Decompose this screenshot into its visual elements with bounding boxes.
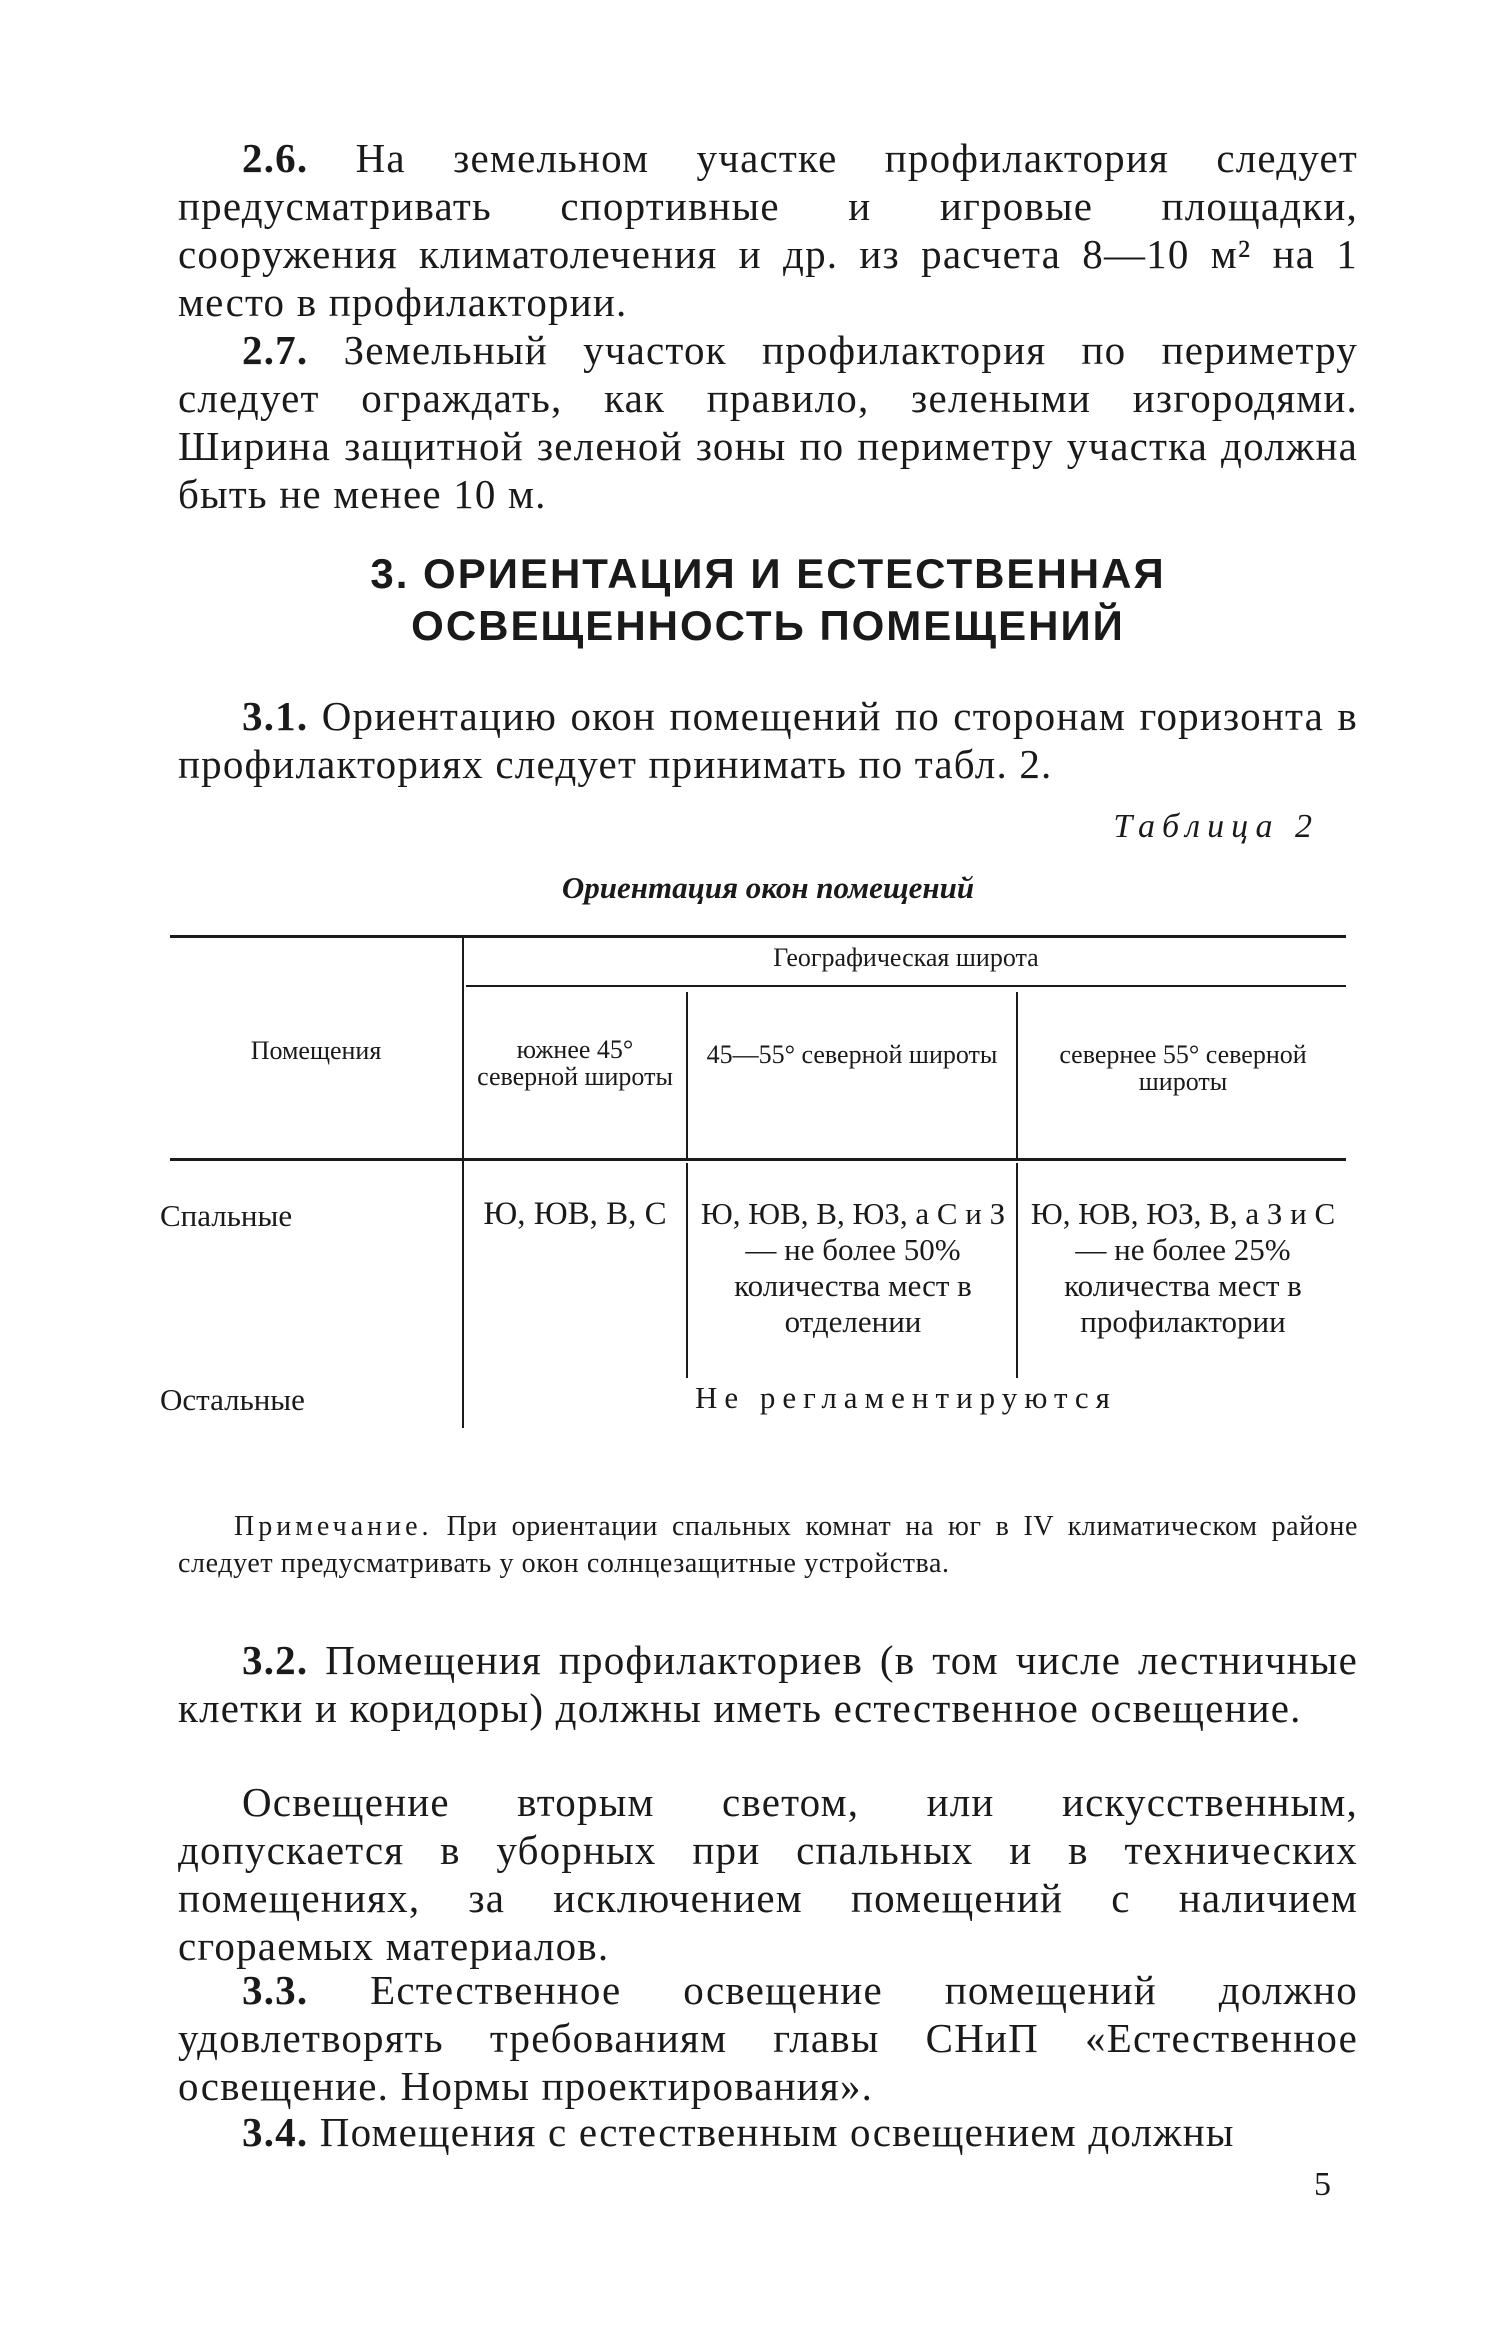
paragraph-2-7 (178, 326, 1358, 518)
paragraph-text: На земельном участке профилактория следует предусматривать спортивные и игровые площадки, сооружения климатолечения и др. из расчета 8—10 м² на 1 место в профилактории. (178, 135, 1358, 325)
paragraph-2-6 (178, 134, 1358, 326)
table-divider-2 (686, 992, 688, 1160)
table-title: Ориентация окон помещений (561, 870, 975, 905)
section-heading (178, 548, 1358, 652)
paragraph-3-4 (178, 2108, 1358, 2156)
paragraph-3-3 (178, 1966, 1358, 2110)
header-latitude: Географическая широта (773, 943, 1039, 972)
paragraph-text: Естественное освещение помещений должно удовлетворять требованиям главы СНиП «Естественное освещение. Нормы проектирования». (178, 1967, 1359, 2109)
row-bedrooms-north-55: Ю, ЮВ, ЮЗ, В, а З и С — не более 25% количества мест в профилактории (1030, 1196, 1336, 1339)
paragraph-number: 3.2. (242, 1637, 309, 1683)
row-bedrooms-45-55: Ю, ЮВ, В, ЮЗ, а С и З— не более 50% количества мест в отделении (700, 1196, 1006, 1339)
table-number: Таблица 2 (1113, 808, 1319, 845)
row-other-merged: Не регламентируются (695, 1380, 1117, 1415)
paragraph-text: Помещения с естественным освещением должны (319, 2109, 1235, 2155)
header-rooms: Помещения (250, 1036, 382, 1065)
header-col-north-55: севернее 55° северной широты (1059, 1040, 1307, 1096)
table-header-rule (170, 1158, 1346, 1161)
section-heading-line-1: 3. ОРИЕНТАЦИЯ И ЕСТЕСТВЕННАЯ (370, 550, 1166, 597)
note-label: Примечание. (234, 1511, 433, 1542)
paragraph-number: 3.3. (242, 1967, 309, 2013)
table-divider-3-body (1016, 1163, 1018, 1378)
row-other-label: Остальные (160, 1382, 305, 1417)
section-heading-line-2: ОСВЕЩЕННОСТЬ ПОМЕЩЕНИЙ (411, 602, 1125, 649)
row-bedrooms-south-45: Ю, ЮВ, В, С (483, 1196, 667, 1232)
row-bedrooms-label: Спальные (160, 1198, 293, 1233)
page-number: 5 (1314, 2166, 1331, 2203)
table-divider-1 (462, 938, 464, 1428)
paragraph-text: Помещения профилакториев (в том числе лестничные клетки и коридоры) должны иметь естественное освещение. (178, 1637, 1358, 1731)
paragraph-3-2 (178, 1636, 1358, 1732)
header-col-45-55: 45—55° северной широты (706, 1040, 998, 1069)
paragraph-3-2-continued (178, 1778, 1358, 1970)
header-col-south-45: южнее 45° северной широты (477, 1035, 673, 1091)
table-top-rule (170, 935, 1346, 938)
note-text: При ориентации спальных комнат на юг в IV климатическом районе следует предусматривать у окон солнцезащитные устройства. (178, 1511, 1358, 1579)
table-note (178, 1508, 1358, 1582)
paragraph-number: 3.4. (242, 2109, 309, 2155)
paragraph-number: 2.7. (242, 327, 309, 373)
paragraph-text: Освещение вторым светом, или искусственным, допускается в уборных при спальных и в технических помещениях, за исключением помещений с наличием сгораемых материалов. (178, 1779, 1358, 1969)
paragraph-text: Ориентацию окон помещений по сторонам горизонта в профилакториях следует принимать по табл. 2. (178, 693, 1358, 787)
paragraph-3-1 (178, 692, 1358, 788)
table-group-rule (466, 985, 1346, 987)
paragraph-text: Земельный участок профилактория по периметру следует ограждать, как правило, зелеными изгородями. Ширина защитной зеленой зоны по периметру участка должна быть не менее 10 м. (178, 327, 1358, 517)
paragraph-number: 3.1. (242, 693, 309, 739)
table-divider-3 (1016, 992, 1018, 1160)
paragraph-number: 2.6. (242, 135, 309, 181)
